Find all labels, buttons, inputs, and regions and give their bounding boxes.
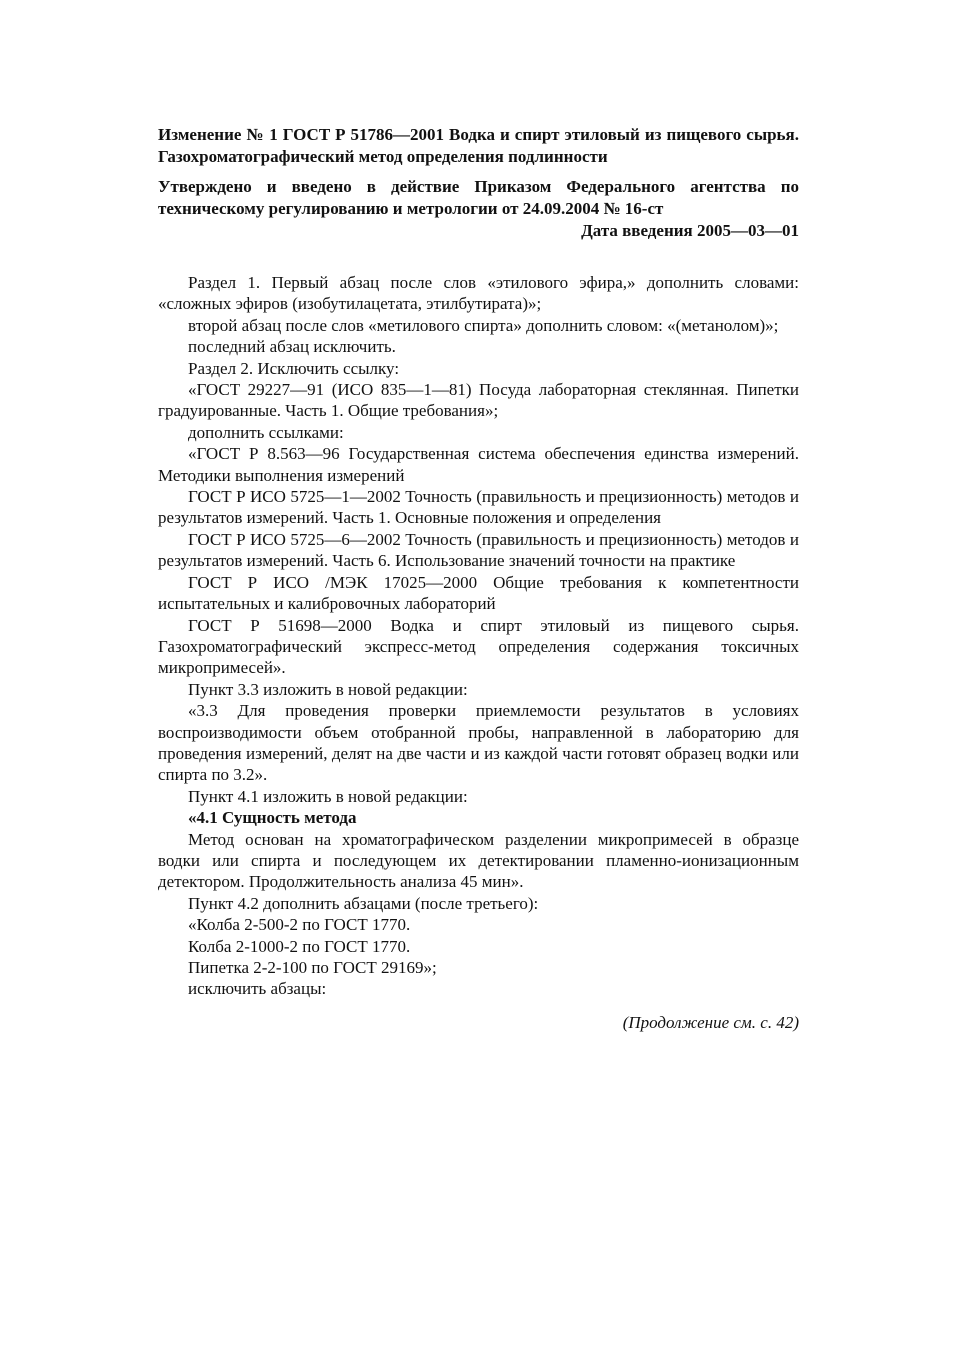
paragraph: Раздел 1. Первый абзац после слов «этилового эфира,» дополнить словами: «сложных эфиров (изобутилацетата, этилбутирата)»;	[158, 273, 799, 314]
effective-date: Дата введения 2005—03—01	[581, 221, 799, 240]
paragraph: Пипетка 2-2-100 по ГОСТ 29169»;	[188, 958, 437, 977]
paragraph: Пункт 4.2 дополнить абзацами (после третьего):	[188, 893, 539, 913]
paragraph: Раздел 2. Исключить ссылку:	[188, 358, 400, 378]
paragraph: последний абзац исключить.	[188, 337, 396, 357]
paragraph: Пункт 4.1 изложить в новой редакции:	[188, 786, 468, 806]
section-heading: «4.1 Сущность метода	[188, 808, 357, 828]
paragraph: ГОСТ Р ИСО /МЭК 17025—2000 Общие требования к компетентности испытательных и калибровочных лабораторий	[158, 572, 799, 614]
paragraph: «ГОСТ 29227—91 (ИСО 835—1—81) Посуда лабораторная стеклянная. Пипетки градуированные. Часть 1. Общие требования»;	[158, 380, 799, 421]
paragraph: второй абзац после слов «метилового спирта» дополнить словом: «(метанолом)»;	[188, 315, 779, 335]
paragraph: «ГОСТ Р 8.563—96 Государственная система обеспечения единства измерений. Методики выполнения измерений	[158, 444, 799, 485]
approval-text: Утверждено и введено в действие Приказом Федерального агентства по техническому регулированию и метрологии от 24.09.2004 № 16-ст	[158, 177, 799, 218]
paragraph: «Колба 2-500-2 по ГОСТ 1770.	[188, 915, 411, 935]
paragraph: «3.3 Для проведения проверки приемлемости результатов в условиях воспроизводимости объем отобранной пробы, направленной в лабораторию для проведения измерений, делят на две части и из каждой части готовят образец водки или спирта по 3.2».	[158, 701, 799, 785]
paragraph: Колба 2-1000-2 по ГОСТ 1770.	[188, 936, 411, 956]
document-page	[158, 124, 799, 1051]
paragraph: исключить абзацы:	[188, 979, 327, 999]
paragraph: ГОСТ Р 51698—2000 Водка и спирт этиловый из пищевого сырья. Газохроматографический экспресс-метод определения содержания токсичных микропримесей».	[158, 615, 799, 678]
amendment-body	[158, 272, 799, 1000]
continuation-note: (Продолжение см. с. 42)	[622, 1012, 799, 1032]
paragraph: Пункт 3.3 изложить в новой редакции:	[188, 679, 468, 699]
amendment-title: Изменение № 1 ГОСТ Р 51786—2001 Водка и спирт этиловый из пищевого сырья. Газохроматографический метод определения подлинности	[158, 125, 799, 166]
paragraph: ГОСТ Р ИСО 5725—6—2002 Точность (правильность и прецизионность) методов и результатов измерений. Часть 6. Использование значений точности на практике	[158, 529, 799, 571]
paragraph: ГОСТ Р ИСО 5725—1—2002 Точность (правильность и прецизионность) методов и результатов измерений. Часть 1. Основные положения и определения	[158, 487, 799, 528]
paragraph: Метод основан на хроматографическом разделении микропримесей в образце водки или спирта и последующем их детектировании пламенно-ионизационным детектором. Продолжительность анализа 45 мин».	[158, 829, 799, 892]
paragraph: дополнить ссылками:	[188, 422, 344, 442]
